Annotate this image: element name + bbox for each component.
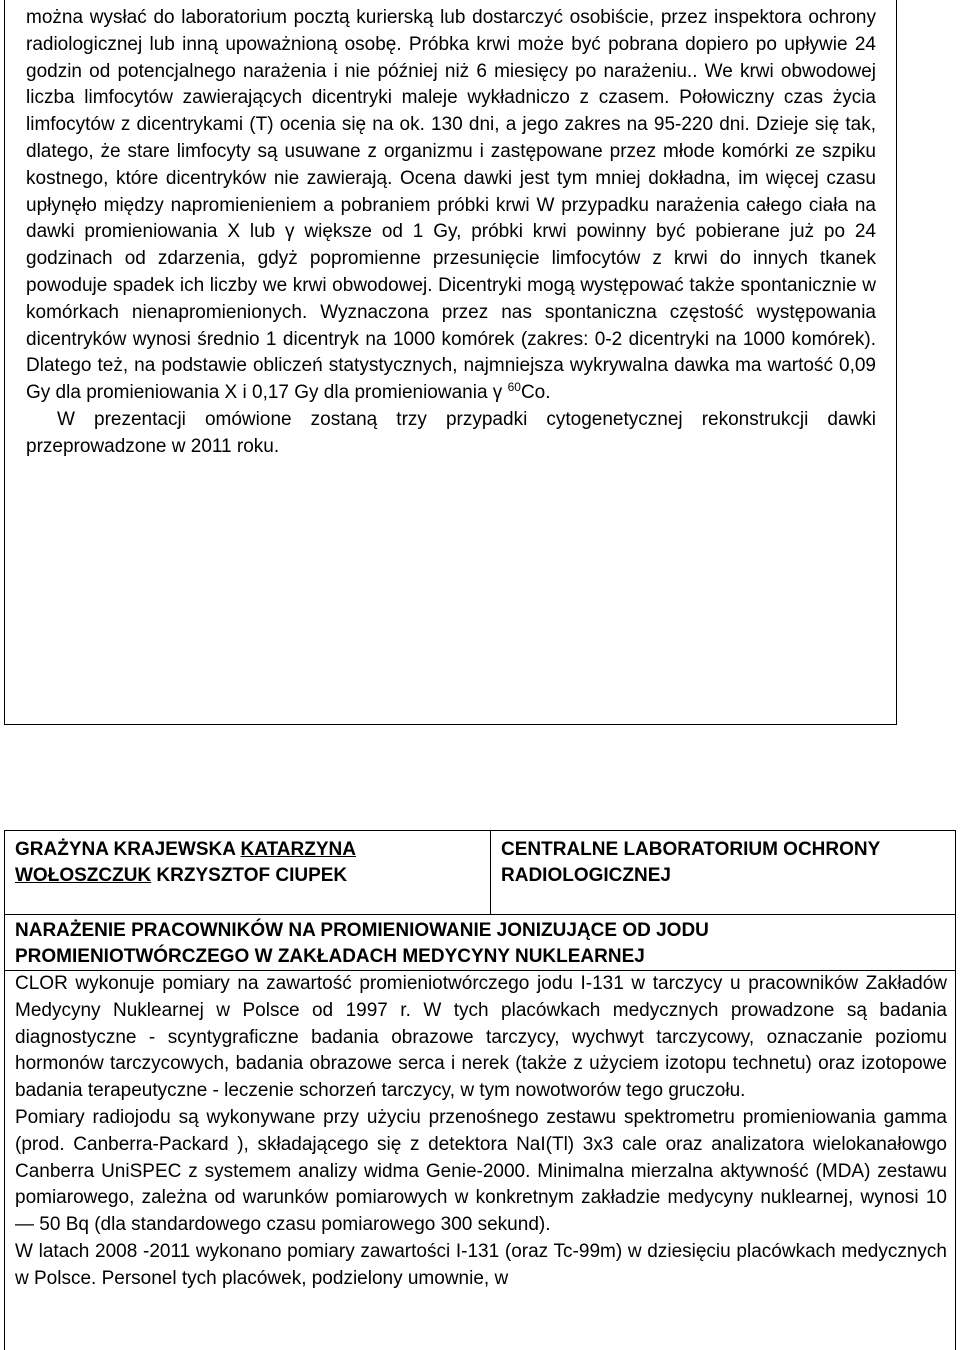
author-name: GRAŻYNA KRAJEWSKA [15,839,241,860]
abstract-paragraph-closing: W prezentacji omówione zostaną trzy przypadki cytogenetycznej rekonstrukcji dawki przeprowadzone w 2011 roku. [26,408,876,457]
paragraph-text: można wysłać do laboratorium pocztą kurierską lub dostarczyć osobiście, przez inspektora ochrony radiologicznej lub inną upoważnioną osobę. Próbka krwi może być pobrana dopiero po upływie 24 godzin od potencjalnego narażenia i nie później niż 6 miesięcy po narażeniu.. We krwi obwodowej liczba limfocytów zawierających dicentryki maleje wykładniczo z czasem. Połowiczny czas życia limfocytów z dicentrykami (T) ocenia się na ok. 130 dni, a jego zakres na 95-220 dni. Dzieje się tak, dlatego, że stare limfocyty są usuwane z organizmu i zastępowane przez młode komórki ze szpiku kostnego, które dicentryków nie zawierają. Ocena dawki jest tym mniej dokładna, im więcej czasu upłynęło między napromienieniem a pobraniem próbki krwi W przypadku narażenia całego ciała na dawki promieniowania X lub γ większe od 1 Gy, próbki krwi powinny być pobierane już po 24 godzinach od zdarzenia, gdyż popromienne przesunięcie limfocytów z krwi do innych tkanek powoduje spadek ich liczby we krwi obwodowej. Dicentryki mogą występować także spontanicznie w komórkach nienapromienionych. Wyznaczona przez nas spontaniczna częstość występowania dicentryków wynosi średnio 1 dicentryk na 1000 komórek (zakres: 0-2 dicentryki na 1000 komórek). Dlatego też, na podstawie obliczeń statystycznych, najmniejsza wykrywalna dawka ma wartość 0,09 Gy dla promieniowania X i 0,17 Gy dla promieniowania γ [26,7,876,404]
abstract-box [4,830,956,1350]
header-divider [490,831,491,914]
abstract-body [15,971,947,1293]
abstract-title: NARAŻENIE PRACOWNIKÓW NA PROMIENIOWANIE JONIZUJĄCE OD JODU PROMIENIOTWÓRCZEGO W ZAKŁADACH MEDYCYNY NUKLEARNEJ [15,920,709,967]
author-name: KRZYSZTOF CIUPEK [151,865,348,886]
abstract-paragraph [26,5,876,407]
isotope-symbol: Co. [520,382,551,404]
previous-abstract-box [4,0,897,725]
authors [15,837,485,889]
isotope-mass-number: 60 [507,380,521,395]
abstract-paragraph: Pomiary radiojodu są wykonywane przy użyciu przenośnego zestawu spektrometru promieniowania gamma (prod. Canberra-Packard ), składającego się z detektora NaI(Tl) 3x3 cale oraz analizatora wielokanałowgo Canberra UniSPEC z systemem analizy widma Genie-2000. Minimalna mierzalna aktywność (MDA) zestawu pomiarowego, zależna od warunków pomiarowych w konkretnym zakładzie medycyny nuklearnej, wynosi 10 — 50 Bq (dla standardowego czasu pomiarowego 300 sekund). [15,1106,947,1236]
abstract-paragraph: W latach 2008 -2011 wykonano pomiary zawartości I-131 (oraz Tc-99m) w dziesięciu placówkach medycznych w Polsce. Personel tych placówek, podzielony umownie, w [15,1240,947,1289]
author-name-underlined: KATARZYNA WOŁOSZCZUK [15,839,356,886]
abstract-header [5,831,955,915]
abstract-paragraph: CLOR wykonuje pomiary na zawartość promieniotwórczego jodu I-131 w tarczycy u pracowników Zakładów Medycyny Nuklearnej w Polsce od 1997 r. W tych placówkach medycznych prowadzone są badania diagnostyczne - scyntygraficzne badania obrazowe tarczycy, wychwyt tarczycowy, oznaczanie poziomu hormonów tarczycowych, badania obrazowe serca i nerek (także z użyciem izotopu technetu) oraz izotopowe badania terapeutyczne - leczenie schorzeń tarczycy, w tym nowotworów tego gruczołu. [15,973,947,1102]
institution-name: CENTRALNE LABORATORIUM OCHRONY RADIOLOGICZNEJ [501,839,880,886]
